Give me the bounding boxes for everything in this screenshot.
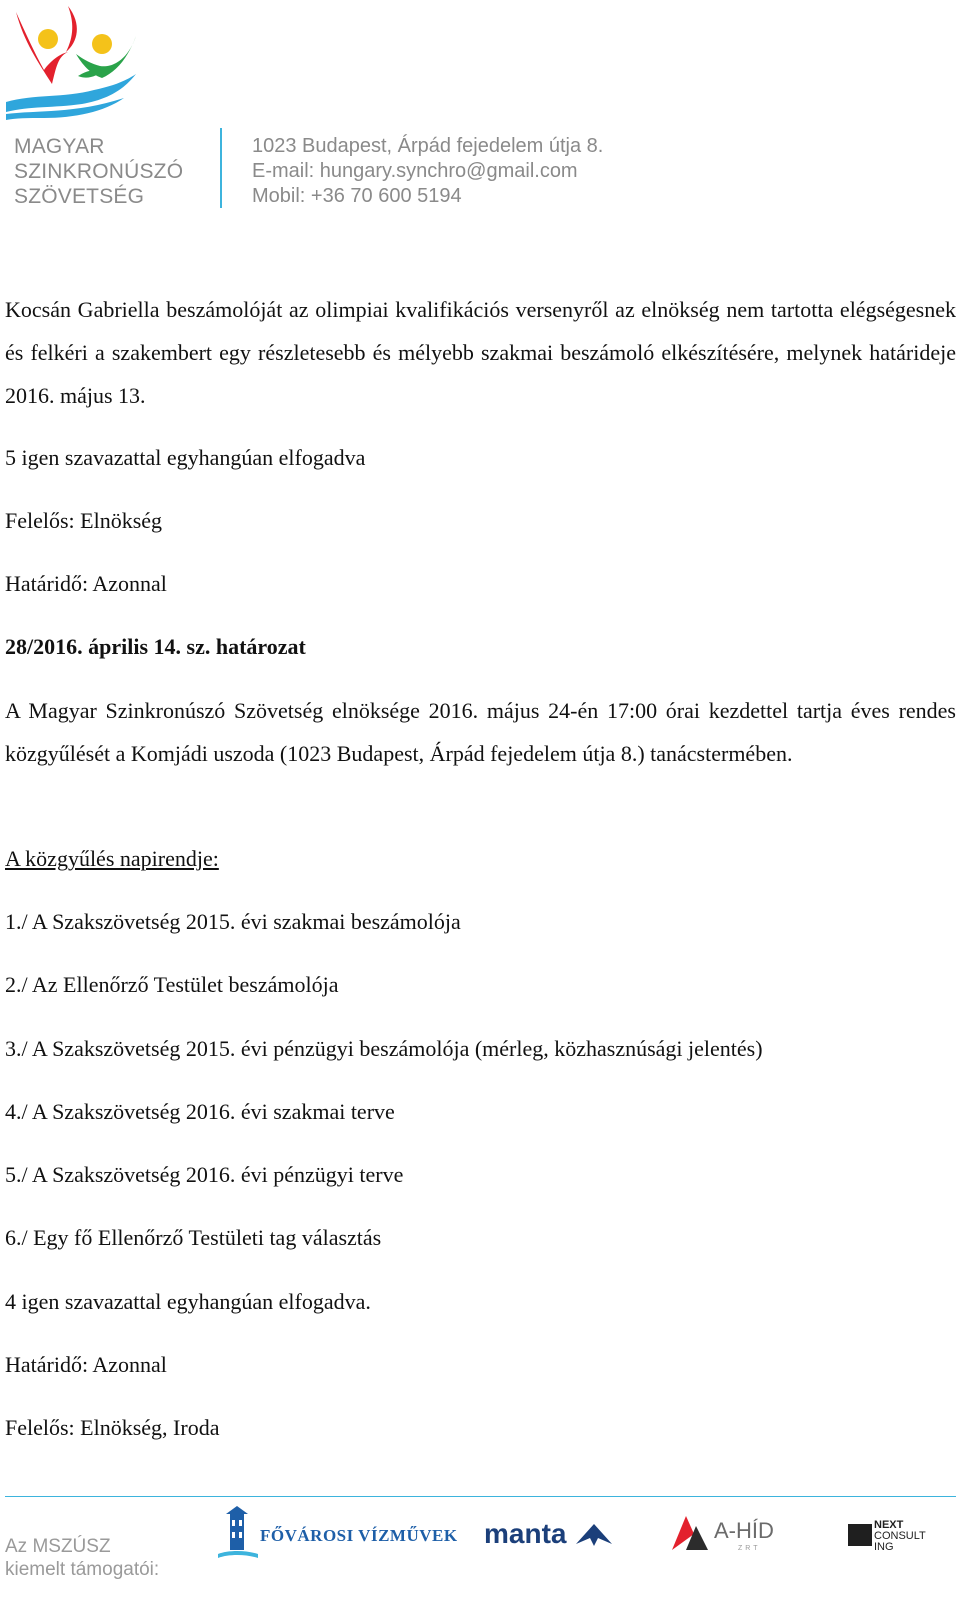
agenda-item: 1./ A Szakszövetség 2015. évi szakmai beszámolója: [5, 909, 461, 934]
header-divider: [220, 128, 222, 208]
address: 1023 Budapest, Árpád fejedelem útja 8.: [252, 135, 604, 157]
sponsor-name: A-HÍD: [714, 1518, 774, 1543]
org-name-line: SZINKRONÚSZÓ: [14, 160, 184, 183]
responsible: Felelős: Elnökség: [5, 508, 163, 533]
email[interactable]: E-mail: hungary.synchro@gmail.com: [252, 160, 578, 182]
org-name-line: MAGYAR: [14, 135, 105, 158]
sponsor-label: [5, 1535, 159, 1581]
vote-result: 5 igen szavazattal egyhangúan elfogadva: [5, 445, 366, 470]
next-block-icon: [848, 1524, 872, 1546]
a-hid-mountain-icon: [672, 1516, 708, 1550]
deadline: Határidő: Azonnal: [5, 571, 167, 596]
sponsor-label-line: kiemelt támogatói:: [5, 1559, 160, 1580]
sponsor-label-line: Az MSZÚSZ: [5, 1536, 111, 1557]
sponsor-manta: [484, 1518, 614, 1552]
paragraph-assembly: A Magyar Szinkronúszó Szövetség elnöksége 2016. május 24-én 17:00 órai kezdettel tartja éves rendes közgyűlését a Komjádi uszoda (1023 Budapest, Árpád fejedelem útja 8.) tanácstermében.: [5, 698, 956, 766]
responsible: Felelős: Elnökség, Iroda: [5, 1415, 220, 1440]
agenda-item: 3./ A Szakszövetség 2015. évi pénzügyi beszámolója (mérleg, közhasznúsági jelentés): [5, 1036, 763, 1061]
resolution-title: 28/2016. április 14. sz. határozat: [5, 634, 306, 659]
agenda-item: 2./ Az Ellenőrző Testület beszámolója: [5, 972, 339, 997]
agenda-item: 5./ A Szakszövetség 2016. évi pénzügyi terve: [5, 1162, 404, 1187]
sponsor-name: NEXT: [874, 1519, 904, 1531]
sponsor-suffix: ZRT: [738, 1545, 761, 1552]
org-name-line: SZÖVETSÉG: [14, 185, 145, 208]
agenda-item: 6./ Egy fő Ellenőrző Testületi tag választás: [5, 1225, 382, 1250]
agenda-item: 4./ A Szakszövetség 2016. évi szakmai terve: [5, 1099, 395, 1124]
vote-result: 4 igen szavazattal egyhangúan elfogadva.: [5, 1289, 371, 1314]
sponsor-a-hid: [672, 1512, 794, 1556]
contact-info: [252, 134, 603, 209]
sponsor-next-consulting: [848, 1520, 956, 1558]
manta-ray-icon: [576, 1524, 612, 1546]
water-tower-icon: [218, 1506, 258, 1562]
paragraph-report: Kocsán Gabriella beszámolóját az olimpiai kvalifikációs versenyről az elnökség nem tartotta elégségesnek és felkéri a szakembert egy részletesebb és mélyebb szakmai beszámoló elkészítésére, melynek határideje 2016. május 13.: [5, 297, 956, 408]
org-name: [14, 134, 183, 209]
footer-divider: [5, 1496, 956, 1497]
deadline: Határidő: Azonnal: [5, 1352, 167, 1377]
sponsor-vizmuvek: [218, 1506, 458, 1562]
sponsor-name: manta: [484, 1518, 567, 1549]
federation-logo: [4, 2, 138, 120]
sponsor-name: ING: [874, 1541, 894, 1553]
agenda-title: A közgyűlés napirendje:: [5, 846, 219, 871]
sponsor-name: FŐVÁROSI VÍZMŰVEK: [260, 1526, 458, 1545]
sponsor-name: CONSULT: [874, 1530, 926, 1542]
mobile: Mobil: +36 70 600 5194: [252, 185, 462, 207]
